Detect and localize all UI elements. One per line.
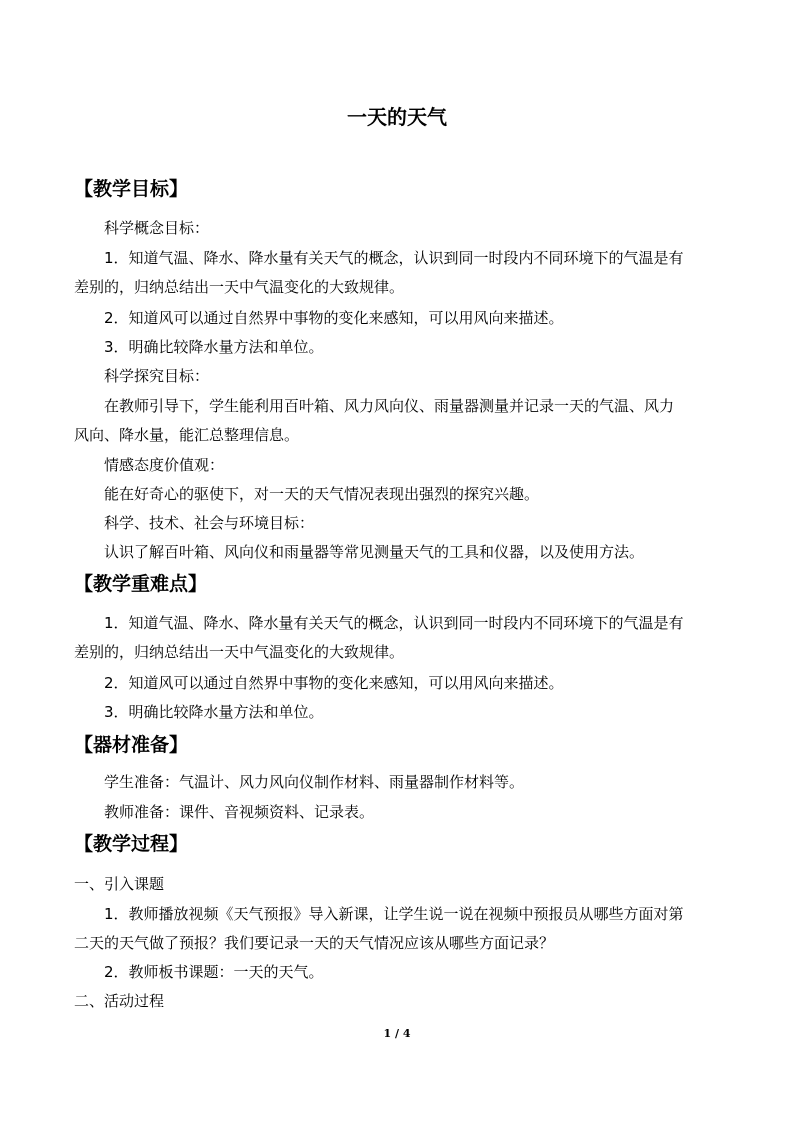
inquiry-goal-label: 科学探究目标：	[104, 367, 210, 385]
materials-students: 学生准备：气温计、风力风向仪制作材料、雨量器制作材料等。	[104, 773, 525, 791]
document-title: 一天的天气	[347, 105, 447, 129]
stse-goal-text: 认识了解百叶箱、风向仪和雨量器等常见测量天气的工具和仪器，以及使用方法。	[104, 543, 645, 561]
inquiry-goal-line-1: 在教师引导下，学生能利用百叶箱、风力风向仪、雨量器测量并记录一天的气温、风力	[104, 397, 675, 415]
materials-teacher: 教师准备：课件、音视频资料、记录表。	[104, 803, 375, 821]
concept-goal-1-line-1: 1．知道气温、降水、降水量有关天气的概念，认识到同一时段内不同环境下的气温是有	[104, 249, 684, 267]
concept-goal-1-line-2: 差别的，归纳总结出一天中气温变化的大致规律。	[74, 278, 405, 296]
key-point-1-line-2: 差别的，归纳总结出一天中气温变化的大致规律。	[74, 643, 405, 661]
process-part-1: 一、引入课题	[74, 875, 165, 893]
key-point-1-line-1: 1．知道气温、降水、降水量有关天气的概念，认识到同一时段内不同环境下的气温是有	[104, 614, 684, 632]
concept-goal-label: 科学概念目标：	[104, 219, 210, 237]
key-point-2: 2．知道风可以通过自然界中事物的变化来感知，可以用风向来描述。	[104, 674, 564, 692]
attitude-goal-label: 情感态度价值观：	[104, 456, 225, 474]
process-step-2: 2．教师板书课题：一天的天气。	[104, 963, 324, 981]
heading-key-points: 【教学重难点】	[74, 573, 208, 595]
heading-materials: 【器材准备】	[74, 734, 189, 756]
key-point-3: 3．明确比较降水量方法和单位。	[104, 703, 324, 721]
process-part-2: 二、活动过程	[74, 992, 165, 1010]
stse-goal-label: 科学、技术、社会与环境目标：	[104, 514, 315, 532]
concept-goal-3: 3．明确比较降水量方法和单位。	[104, 338, 324, 356]
process-step-1-line-1: 1．教师播放视频《天气预报》导入新课，让学生说一说在视频中预报员从哪些方面对第	[104, 905, 684, 923]
concept-goal-2: 2．知道风可以通过自然界中事物的变化来感知，可以用风向来描述。	[104, 309, 564, 327]
heading-teaching-goals: 【教学目标】	[74, 178, 189, 200]
attitude-goal-text: 能在好奇心的驱使下，对一天的天气情况表现出强烈的探究兴趣。	[104, 485, 540, 503]
page-number: 1 / 4	[383, 1027, 411, 1040]
heading-teaching-process: 【教学过程】	[74, 833, 189, 855]
inquiry-goal-line-2: 风向、降水量，能汇总整理信息。	[74, 426, 300, 444]
process-step-1-line-2: 二天的天气做了预报？我们要记录一天的天气情况应该从哪些方面记录？	[74, 934, 555, 952]
